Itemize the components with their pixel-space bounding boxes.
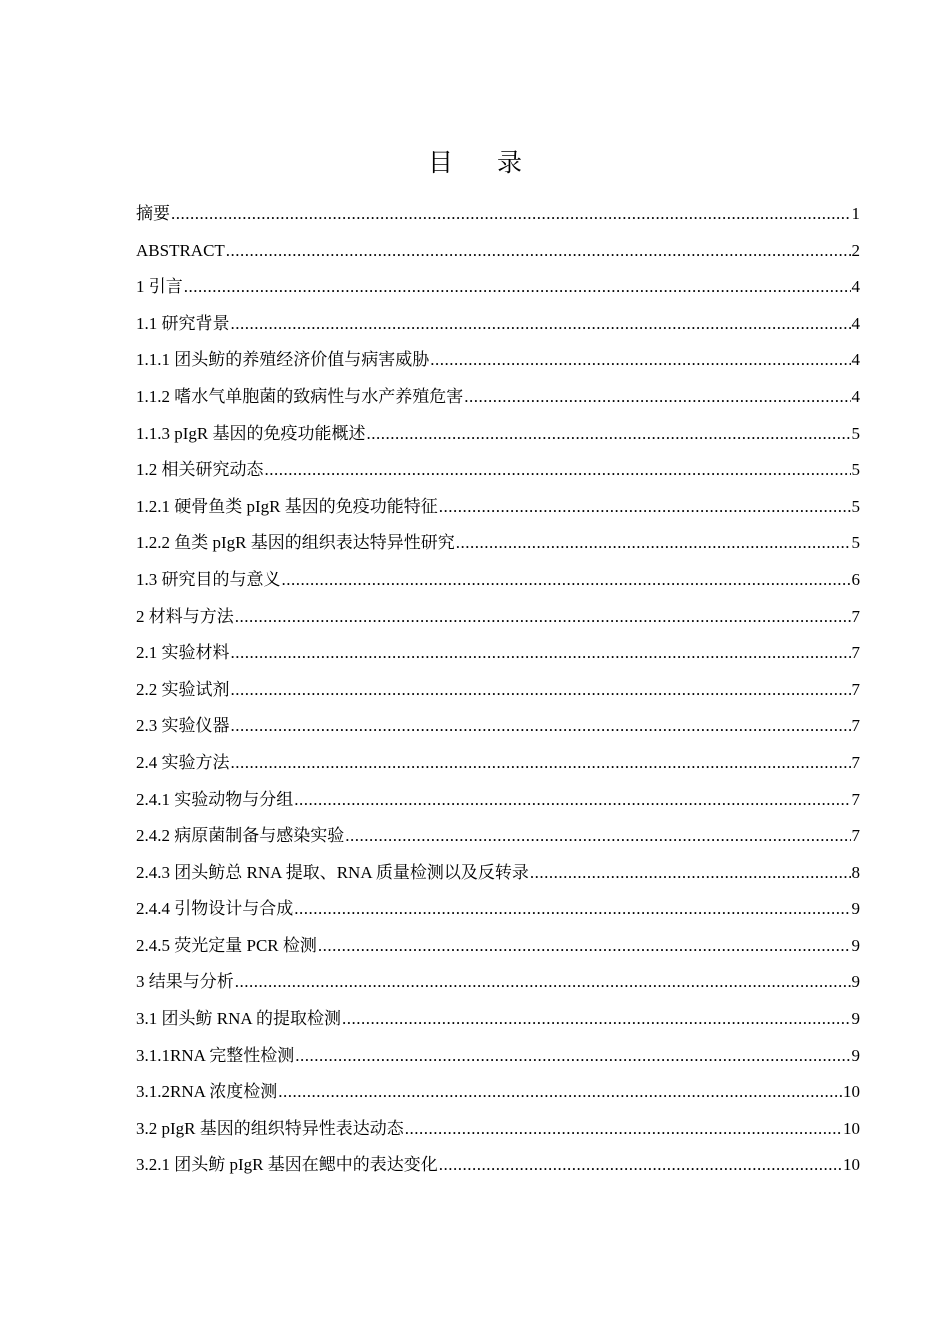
- toc-page-number: 7: [851, 752, 860, 772]
- toc-entry[interactable]: [136, 855, 860, 892]
- toc-page-number: 10: [843, 1082, 860, 1102]
- toc-entry-title: 3.2.1 团头鲂 pIgR 基因在鳃中的表达变化: [136, 1155, 438, 1175]
- toc-page-number: 5: [851, 496, 860, 516]
- toc-entry-title: 2.4.3 团头鲂总 RNA 提取、RNA 质量检测以及反转录: [136, 862, 529, 882]
- toc-dot-leader: [231, 708, 851, 745]
- toc-entry[interactable]: [136, 1074, 860, 1111]
- toc-dot-leader: [171, 196, 851, 233]
- toc-dot-leader: [456, 525, 851, 562]
- toc-entry[interactable]: [136, 342, 860, 379]
- toc-entry[interactable]: [136, 562, 860, 599]
- toc-page-number: 1: [851, 204, 860, 223]
- toc-entry[interactable]: [136, 928, 860, 965]
- toc-entry-title: 3.1.2RNA 浓度检测: [136, 1082, 278, 1102]
- toc-entry-title: 1 引言: [136, 277, 183, 297]
- toc-dot-leader: [282, 562, 851, 599]
- toc-entry[interactable]: [136, 745, 860, 782]
- toc-entry[interactable]: [136, 416, 860, 453]
- toc-entry[interactable]: [136, 379, 860, 416]
- toc-page-number: 4: [851, 350, 860, 370]
- toc-entry[interactable]: [136, 233, 860, 270]
- toc-page-number: 5: [851, 460, 860, 480]
- toc-dot-leader: [226, 233, 851, 270]
- toc-entry-title: 1.2.2 鱼类 pIgR 基因的组织表达特异性研究: [136, 533, 455, 553]
- toc-entry[interactable]: [136, 964, 860, 1001]
- toc-entry-title: 1.2.1 硬骨鱼类 pIgR 基因的免疫功能特征: [136, 496, 438, 516]
- toc-entry-title: 1.1 研究背景: [136, 313, 230, 333]
- toc-dot-leader: [295, 1038, 850, 1075]
- toc-entry-title: 3.1 团头鲂 RNA 的提取检测: [136, 1009, 341, 1029]
- toc-dot-leader: [294, 891, 850, 928]
- toc-entry[interactable]: [136, 599, 860, 636]
- toc-page-number: 9: [851, 1009, 860, 1029]
- toc-page-number: 8: [851, 862, 860, 882]
- toc-dot-leader: [231, 745, 851, 782]
- toc-dot-leader: [439, 1147, 842, 1184]
- toc-entry[interactable]: [136, 672, 860, 709]
- toc-entry-title: 2 材料与方法: [136, 606, 234, 626]
- toc-page-number: 7: [851, 679, 860, 699]
- toc-title: 目录: [427, 148, 566, 177]
- toc-entry-title: ABSTRACT: [136, 240, 225, 260]
- toc-page-number: 2: [851, 240, 860, 260]
- toc-dot-leader: [405, 1111, 842, 1148]
- toc-entry-title: 1.1.3 pIgR 基因的免疫功能概述: [136, 423, 366, 443]
- toc-page-number: 10: [843, 1118, 860, 1138]
- toc-entry[interactable]: [136, 1001, 860, 1038]
- toc-page-number: 7: [851, 826, 860, 846]
- toc-entry-title: 2.4.1 实验动物与分组: [136, 789, 294, 809]
- table-of-contents: [136, 196, 860, 1184]
- toc-page-number: 9: [851, 1045, 860, 1065]
- toc-dot-leader: [342, 1001, 851, 1038]
- toc-entry[interactable]: [136, 708, 860, 745]
- toc-entry-title: 2.1 实验材料: [136, 643, 230, 663]
- toc-dot-leader: [367, 416, 851, 453]
- toc-entry-title: 1.1.2 嗜水气单胞菌的致病性与水产养殖危害: [136, 386, 464, 406]
- toc-entry[interactable]: [136, 452, 860, 489]
- toc-dot-leader: [231, 306, 851, 343]
- toc-page-number: 9: [851, 972, 860, 992]
- toc-entry[interactable]: [136, 635, 860, 672]
- toc-entry-title: 2.2 实验试剂: [136, 679, 230, 699]
- toc-entry[interactable]: [136, 818, 860, 855]
- toc-entry[interactable]: [136, 525, 860, 562]
- toc-dot-leader: [530, 855, 851, 892]
- toc-dot-leader: [231, 635, 851, 672]
- toc-entry[interactable]: [136, 1111, 860, 1148]
- toc-page-number: 6: [851, 569, 860, 589]
- toc-entry-title: 3 结果与分析: [136, 972, 234, 992]
- toc-entry[interactable]: [136, 782, 860, 819]
- toc-entry[interactable]: [136, 891, 860, 928]
- toc-dot-leader: [235, 599, 851, 636]
- toc-dot-leader: [231, 672, 851, 709]
- toc-page-number: 4: [851, 386, 860, 406]
- toc-dot-leader: [184, 269, 851, 306]
- toc-page-number: 10: [843, 1155, 860, 1175]
- toc-page-number: 4: [851, 313, 860, 333]
- toc-dot-leader: [430, 342, 850, 379]
- toc-entry-title: 1.2 相关研究动态: [136, 460, 264, 480]
- toc-entry[interactable]: [136, 269, 860, 306]
- toc-page-number: 7: [851, 643, 860, 663]
- toc-page-number: 9: [851, 935, 860, 955]
- toc-page-number: 4: [851, 277, 860, 297]
- toc-entry-title: 2.4.5 荧光定量 PCR 检测: [136, 935, 317, 955]
- toc-page-number: 9: [851, 899, 860, 919]
- toc-entry[interactable]: [136, 196, 860, 233]
- toc-dot-leader: [265, 452, 851, 489]
- toc-entry-title: 2.4.4 引物设计与合成: [136, 899, 294, 919]
- toc-dot-leader: [345, 818, 850, 855]
- toc-dot-leader: [235, 964, 851, 1001]
- toc-dot-leader: [464, 379, 850, 416]
- toc-dot-leader: [318, 928, 851, 965]
- toc-entry-title: 摘要: [136, 204, 170, 223]
- toc-entry[interactable]: [136, 1147, 860, 1184]
- toc-page-number: 7: [851, 606, 860, 626]
- toc-entry-title: 2.4.2 病原菌制备与感染实验: [136, 826, 345, 846]
- toc-entry-title: 1.3 研究目的与意义: [136, 569, 281, 589]
- toc-page-number: 7: [851, 716, 860, 736]
- toc-page-number: 5: [851, 423, 860, 443]
- toc-dot-leader: [278, 1074, 842, 1111]
- toc-entry-title: 3.2 pIgR 基因的组织特异性表达动态: [136, 1118, 404, 1138]
- toc-entry-title: 3.1.1RNA 完整性检测: [136, 1045, 295, 1065]
- toc-dot-leader: [294, 782, 850, 819]
- toc-entry[interactable]: [136, 1038, 860, 1075]
- toc-dot-leader: [439, 489, 851, 526]
- toc-entry-title: 2.3 实验仪器: [136, 716, 230, 736]
- toc-entry[interactable]: [136, 306, 860, 343]
- toc-entry-title: 2.4 实验方法: [136, 752, 230, 772]
- toc-entry-title: 1.1.1 团头鲂的养殖经济价值与病害威胁: [136, 350, 430, 370]
- toc-page-number: 5: [851, 533, 860, 553]
- toc-page-number: 7: [851, 789, 860, 809]
- toc-entry[interactable]: [136, 489, 860, 526]
